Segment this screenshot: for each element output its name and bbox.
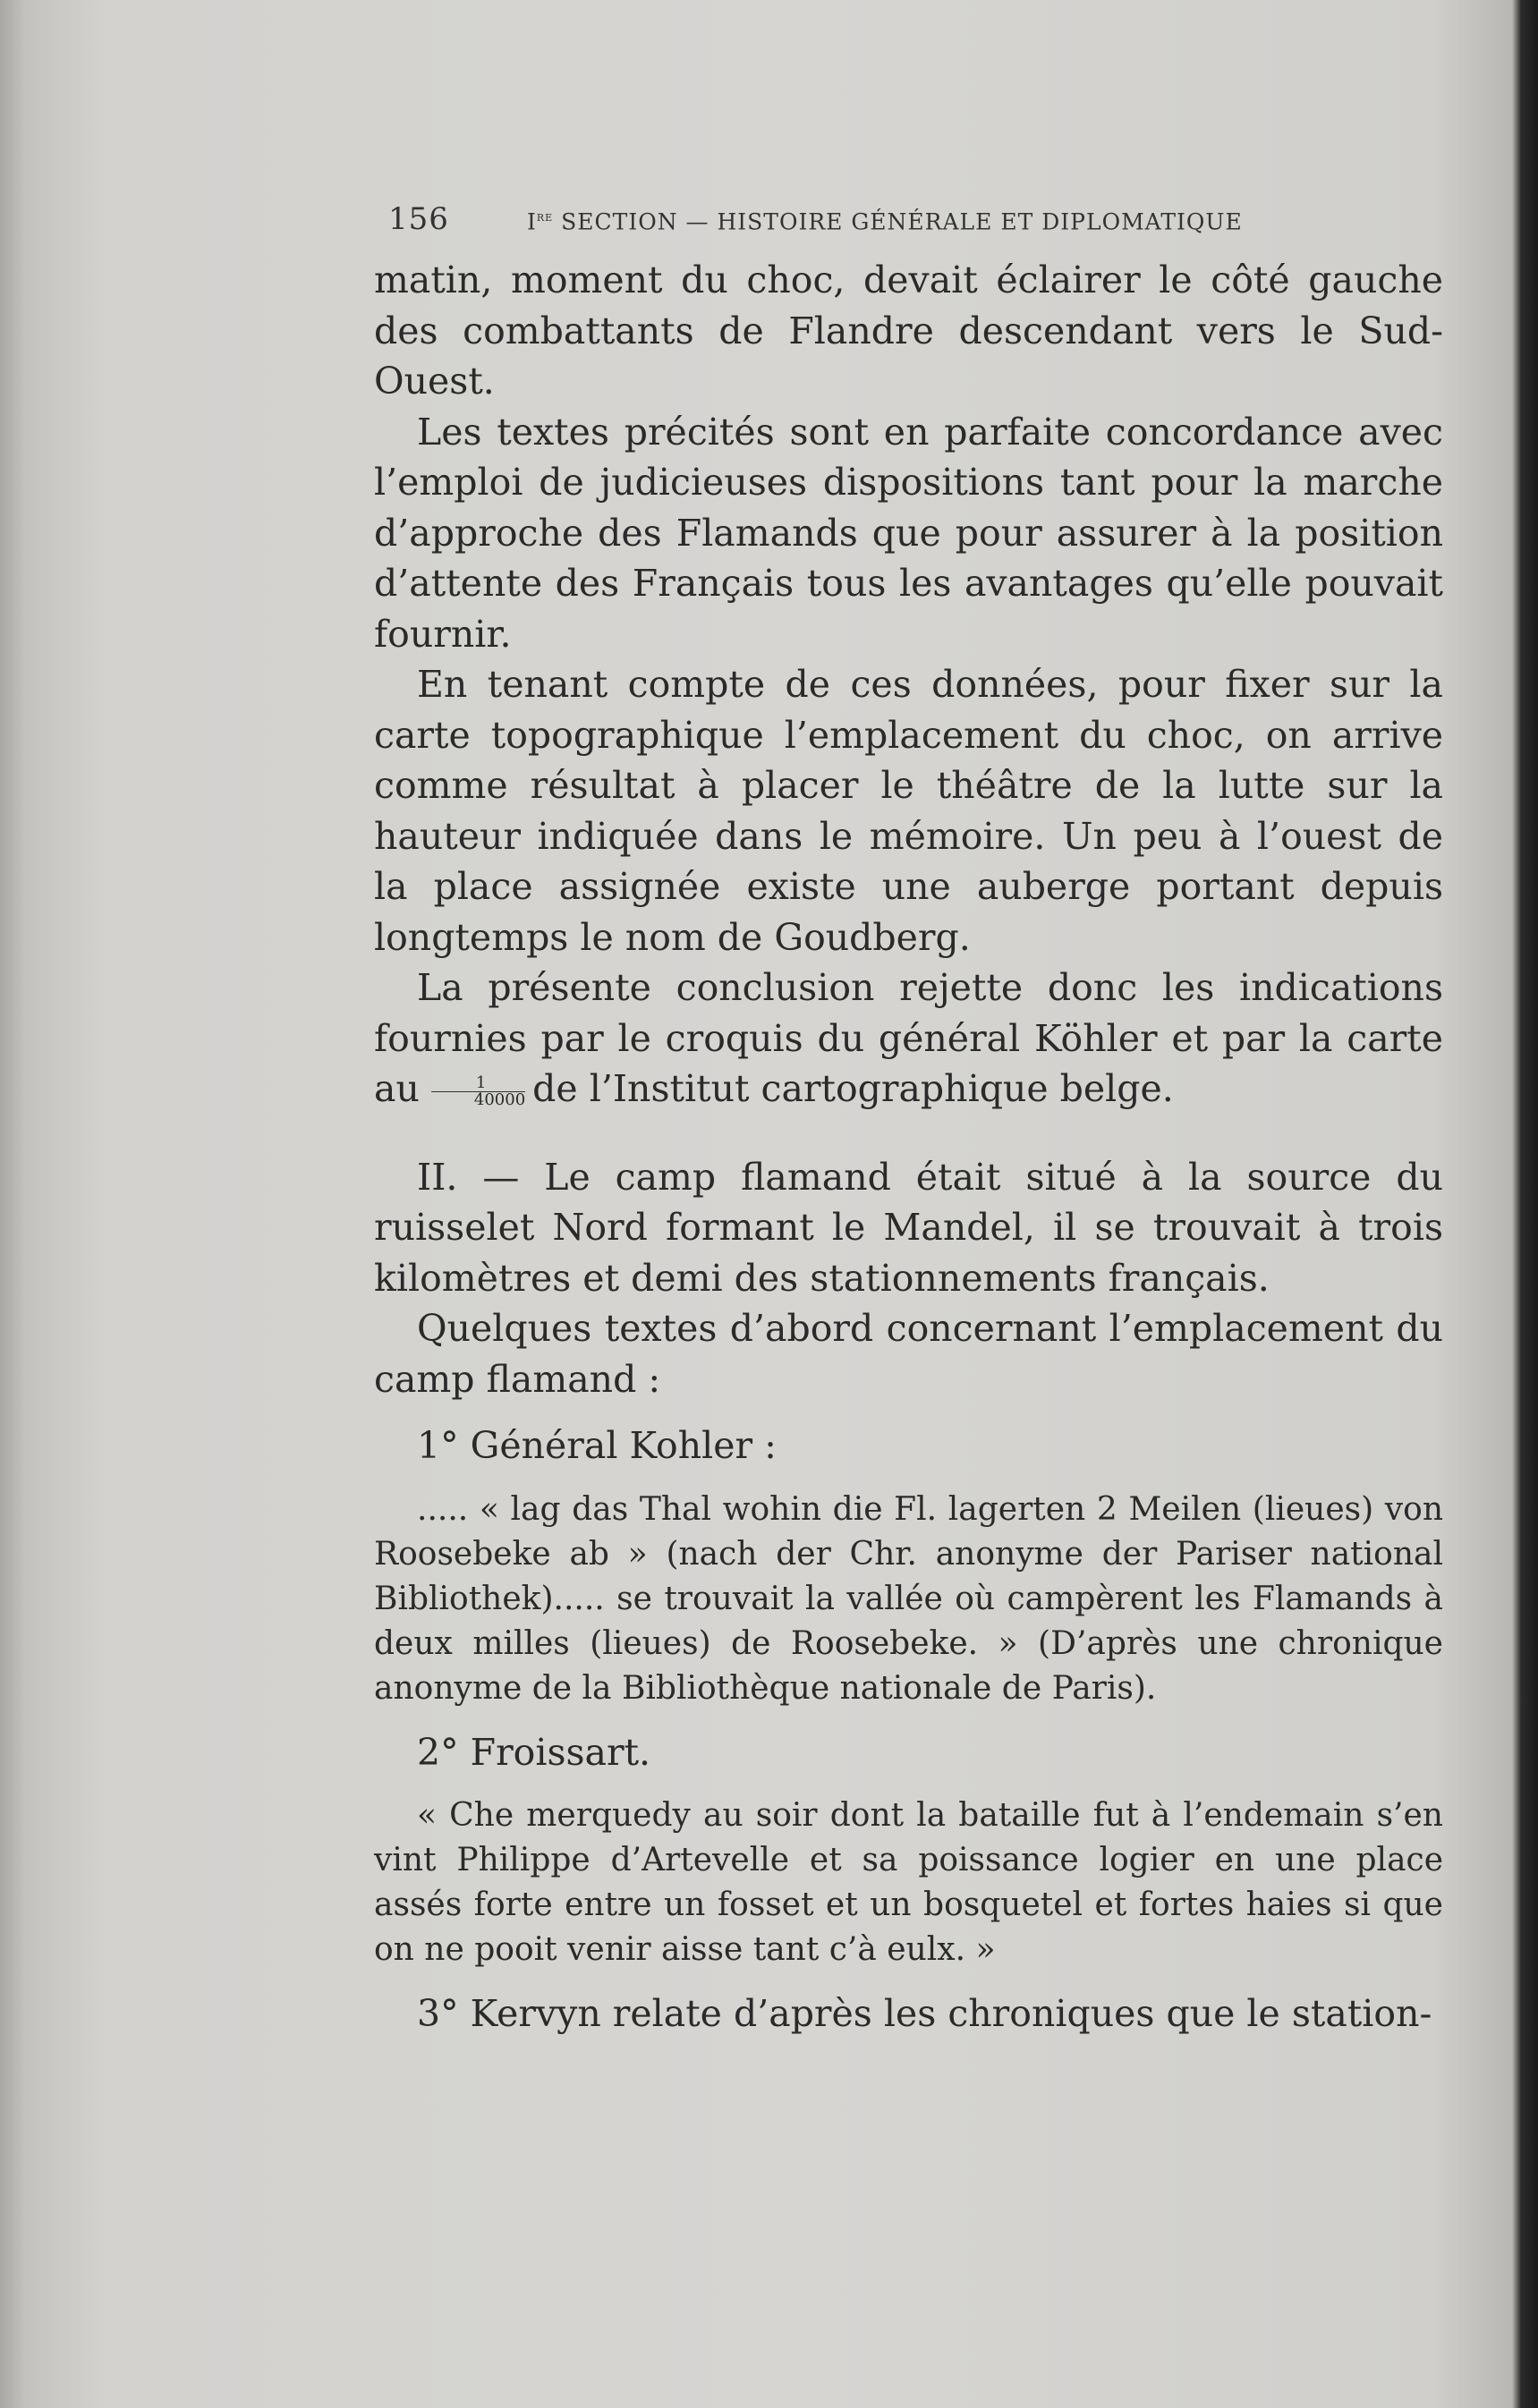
fraction-denominator: 40000 <box>473 1090 526 1109</box>
paragraph-4-text: La présente conclusion rejette donc les indications fournies par le croquis du général Köhler et par la carte au <box>374 966 1443 1110</box>
fraction-numerator: 1 <box>431 1075 525 1092</box>
scale-fraction <box>431 1075 525 1108</box>
paragraph-2: Les textes précités sont en parfaite concordance avec l’emploi de judicieuses dispositions tant pour la marche d’approche des Flamands que pour assurer à la position d’attente des Français tous les avantages qu’elle pouvait fournir. <box>374 410 1443 656</box>
spacer <box>374 1115 1443 1152</box>
spacer <box>374 1404 1443 1420</box>
section-title <box>527 208 1243 234</box>
item-2-quote: « Che merquedy au soir dont la bataille fut à l’endemain s’en vint Philippe d’Artevelle et sa poissance logier en une place assés forte entre un fosset et un bosquetel et fortes haies si que on ne pooit venir aisse tant c’à eulx. » <box>374 1797 1443 1968</box>
paragraph-3: En tenant compte de ces données, pour fixer sur la carte topographique l’emplacement du choc, on arrive comme résultat à placer le théâtre de la lutte sur la hauteur indiquée dans le mémoire. Un peu à l’ouest de la place assignée existe une auberge portant depuis longtemps le nom de Goudberg. <box>374 663 1443 959</box>
running-head <box>374 201 1443 255</box>
page-content <box>374 201 1443 2039</box>
paragraph-4-tail: de l’Institut cartographique belge. <box>532 1067 1174 1110</box>
paragraph-1: matin, moment du choc, devait éclairer le côté gauche des combattants de Flandre descendant vers le Sud-Ouest. <box>374 259 1443 403</box>
spacer <box>374 1972 1443 1988</box>
section-title-text: SECTION — HISTOIRE GÉNÉRALE ET DIPLOMATIQUE <box>553 208 1243 234</box>
section-two-paragraph-2: Quelques textes d’abord concernant l’emplacement du camp flamand : <box>374 1307 1443 1401</box>
item-1-heading: 1° Général Kohler : <box>417 1424 777 1467</box>
item-2-heading: 2° Froissart. <box>417 1730 651 1774</box>
item-1-quote: ..... « lag das Thal wohin die Fl. lagerten 2 Meilen (lieues) von Roosebeke ab » (nach der Chr. anonyme der Pariser national Bibliothek)..... se trouvait la vallée où campèrent les Flamands à deux milles (lieues) de Roosebeke. » (D’après une chronique anonyme de la Bibliothèque nationale de Paris). <box>374 1490 1443 1707</box>
paragraph-4 <box>374 962 1443 1115</box>
spacer <box>374 1777 1443 1793</box>
section-sup: re <box>536 207 554 225</box>
section-two-paragraph-1: II. — Le camp flamand était situé à la source du ruisselet Nord formant le Mandel, il se trouvait à trois kilomètres et demi des stationnements français. <box>374 1155 1443 1300</box>
item-3-text: 3° Kervyn relate d’après les chroniques que le station- <box>417 1992 1432 2035</box>
page-number: 156 <box>388 201 449 237</box>
section-prefix: I <box>527 208 537 234</box>
spacer <box>374 1471 1443 1488</box>
spacer <box>374 1711 1443 1727</box>
